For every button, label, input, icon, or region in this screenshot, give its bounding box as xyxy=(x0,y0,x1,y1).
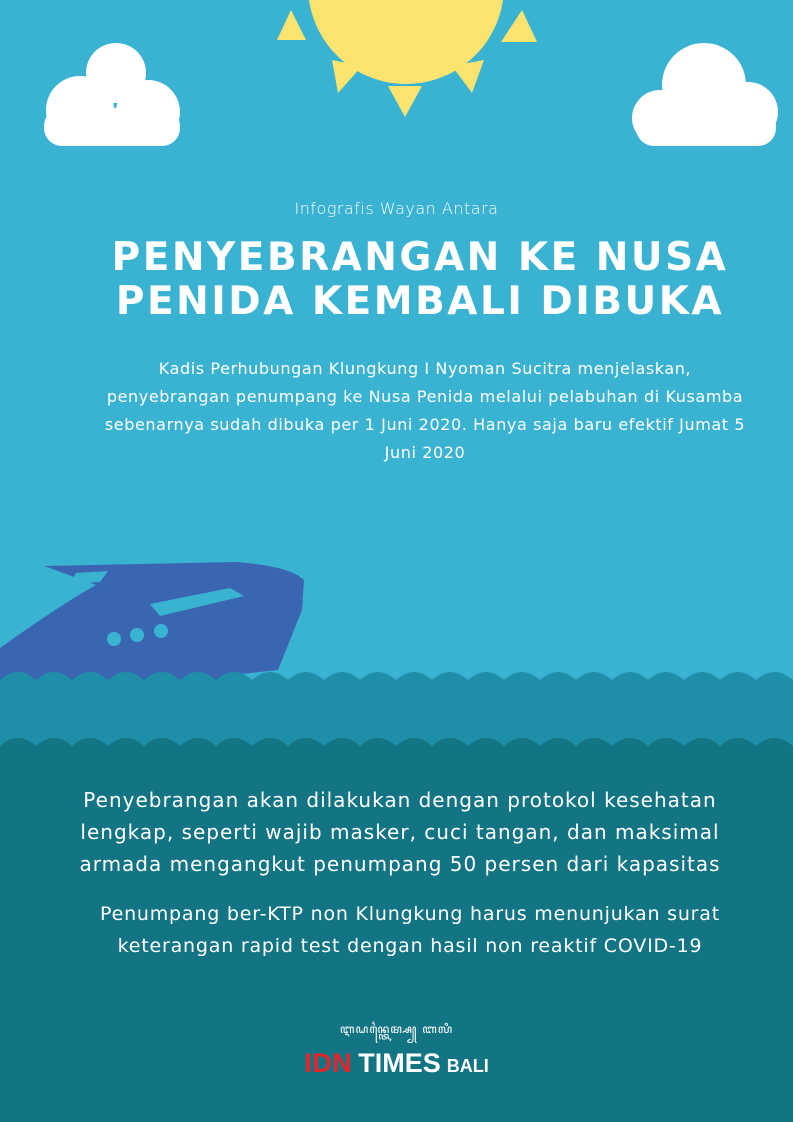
author-credit: Infografis Wayan Antara xyxy=(294,199,499,218)
brand-script-text: ꦆꦝꦤ꧀ꦠꦻꦩ꧀ꦱ꧀ ꦧꦭꦶ xyxy=(339,1022,454,1036)
title-line-2: PENIDA KEMBALI DIBUKA xyxy=(115,279,725,324)
brand-region: BALI xyxy=(446,1056,489,1076)
protocol-paragraph: Penyebrangan akan dilakukan dengan protokol kesehatan lengkap, seperti wajib masker, cuci tangan, dan maksimal armada mengangkut penumpang 50 persen dari kapasitas xyxy=(79,788,721,876)
page-title xyxy=(60,236,780,324)
brand-logo xyxy=(0,1020,793,1079)
brand-times: TIMES xyxy=(358,1048,441,1078)
brand-wordmark xyxy=(304,1048,489,1079)
brand-idn: IDN xyxy=(304,1048,353,1078)
title-line-1: PENYEBRANGAN KE NUSA xyxy=(111,235,729,280)
rapid-test-paragraph: Penumpang ber-KTP non Klungkung harus menunjukan surat keterangan rapid test dengan hasil non reaktif COVID-19 xyxy=(100,903,720,957)
intro-text: Kadis Perhubungan Klungkung I Nyoman Sucitra menjelaskan, penyebrangan penumpang ke Nusa Penida melalui pelabuhan di Kusamba sebenarnya sudah dibuka per 1 Juni 2020. Hanya saja baru efektif Jumat 5 Juni 2020 xyxy=(104,359,746,462)
